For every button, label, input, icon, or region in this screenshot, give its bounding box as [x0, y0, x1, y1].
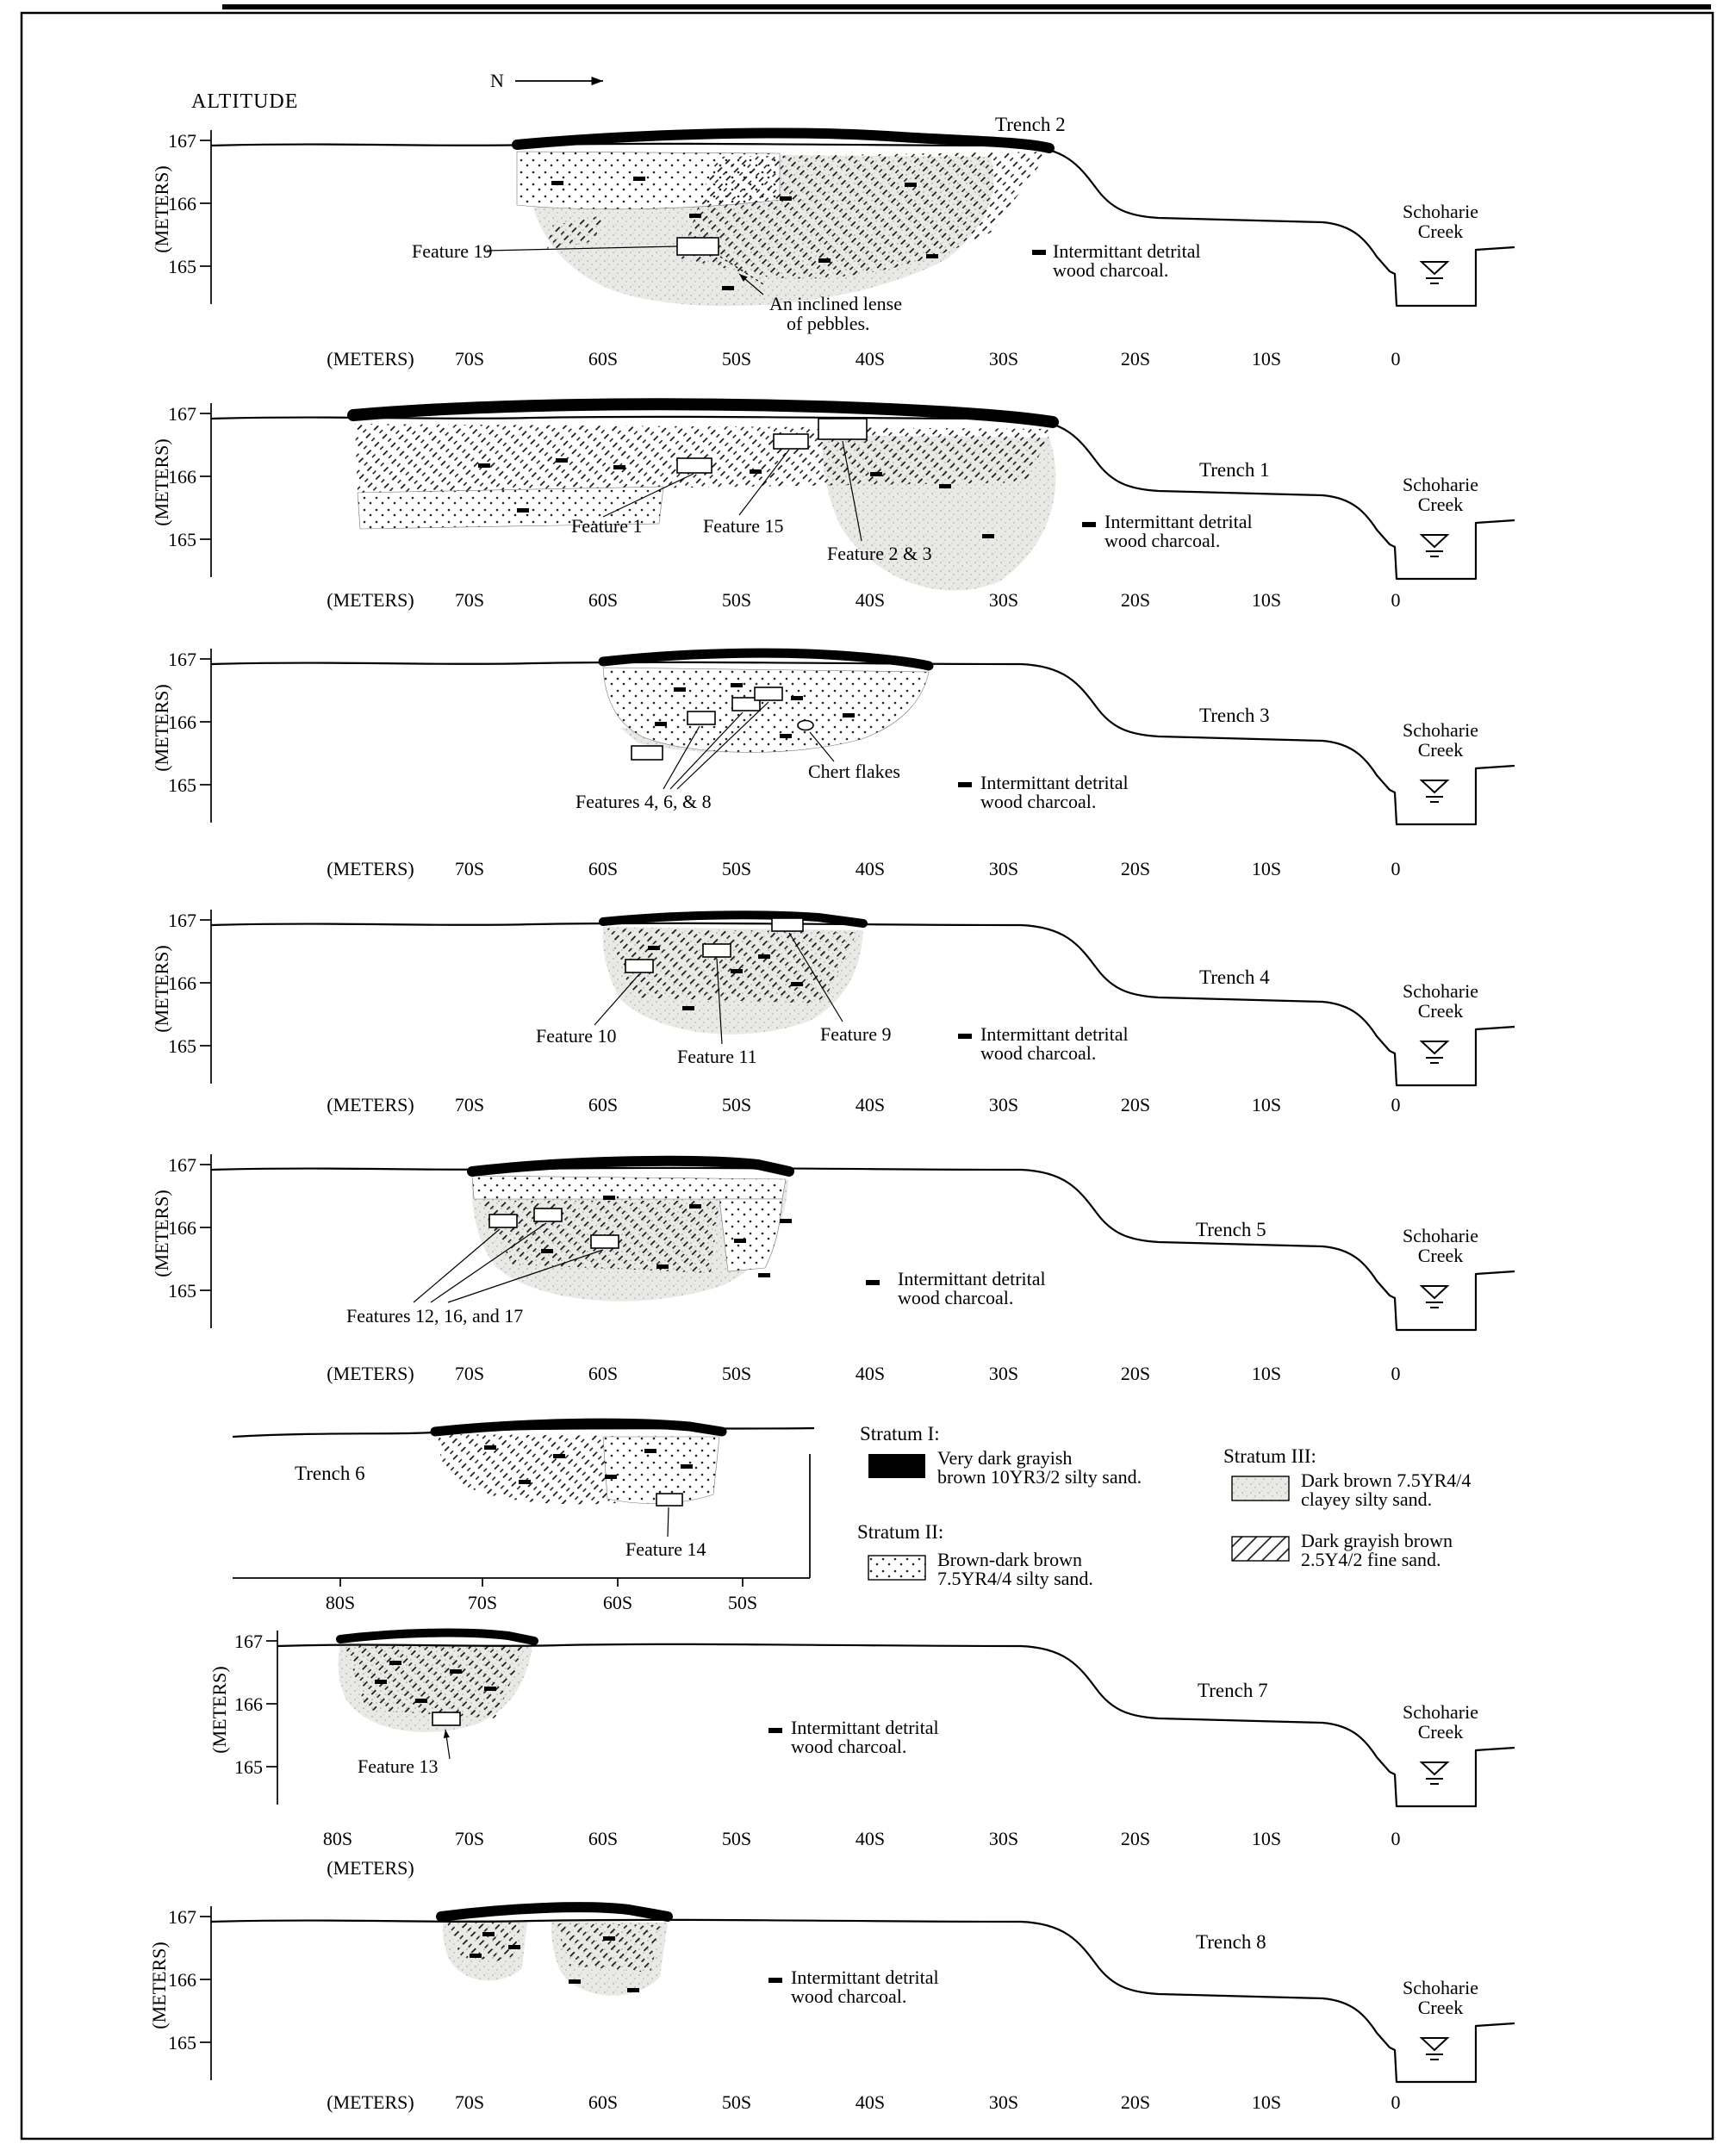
- panel-trench-1: [151, 403, 1515, 611]
- y-tick-label: 167: [168, 910, 196, 931]
- charcoal-key-line1: Intermittant detrital: [898, 1268, 1046, 1289]
- charcoal-key-line2: wood charcoal.: [898, 1287, 1014, 1308]
- panel-trench-4: [151, 910, 1515, 1115]
- feature-box: [489, 1215, 517, 1227]
- x-tick-label: 0: [1391, 1094, 1401, 1115]
- water-table-icon: [1422, 1286, 1447, 1308]
- y-tick-label: 167: [234, 1631, 263, 1652]
- feature-label: Features 4, 6, & 8: [576, 791, 712, 812]
- y-axis-units: (METERS): [208, 1666, 230, 1754]
- x-tick-label: 50S: [721, 589, 752, 611]
- legend-stratum2-title: Stratum II:: [857, 1521, 944, 1543]
- panel-trench-5: [151, 1154, 1515, 1384]
- creek-label-line2: Creek: [1417, 1997, 1464, 2018]
- x-tick-label: 20S: [1120, 1363, 1151, 1384]
- panel-trench-8: [148, 1906, 1515, 2113]
- y-tick-label: 166: [168, 193, 196, 214]
- panel-trench-2: [151, 70, 1515, 370]
- y-tick-label: 167: [168, 1906, 196, 1928]
- y-tick-label: 165: [168, 2032, 196, 2053]
- x-tick-label: 60S: [588, 1828, 619, 1849]
- x-axis-labels: [327, 1363, 1400, 1384]
- feature-label: Feature 9: [820, 1023, 892, 1045]
- x-tick-label: 60S: [602, 1592, 633, 1613]
- y-tick-label: 166: [168, 972, 196, 994]
- water-table-icon: [1422, 262, 1447, 283]
- y-tick-label: 167: [168, 403, 196, 425]
- ground-profile-line: [211, 923, 1515, 1085]
- leader-line: [414, 1229, 500, 1302]
- creek-label-line1: Schoharie: [1403, 201, 1478, 222]
- stratum2-dots-deposit: [719, 1199, 782, 1271]
- charcoal-key-line1: Intermittant detrital: [980, 1023, 1129, 1045]
- lense-label-line1: An inclined lense: [769, 293, 902, 314]
- y-axis-units: (METERS): [151, 945, 172, 1033]
- x-tick-label: 10S: [1251, 2091, 1282, 2113]
- x-tick-label: 80S: [322, 1828, 353, 1849]
- leader-line: [668, 1507, 669, 1537]
- y-axis-units: (METERS): [151, 684, 172, 772]
- legend-swatch-stratum3b: [1232, 1537, 1289, 1561]
- x-tick-label: 40S: [855, 348, 886, 370]
- feature-label: Feature 14: [625, 1538, 706, 1560]
- creek-label-line2: Creek: [1417, 494, 1464, 515]
- x-tick-label: 20S: [1120, 1094, 1151, 1115]
- y-tick-label: 167: [168, 130, 196, 152]
- x-tick-label: 50S: [721, 2091, 752, 2113]
- panel-trench-6: [233, 1423, 814, 1613]
- chert-flakes-mark: [798, 721, 813, 730]
- x-tick-label: 20S: [1120, 2091, 1151, 2113]
- x-tick-label: 40S: [855, 858, 886, 879]
- annotation-arrow: [445, 1730, 450, 1759]
- water-table-icon: [1422, 2038, 1447, 2060]
- x-tick-label: 40S: [855, 1828, 886, 1849]
- trench-title: Trench 7: [1198, 1680, 1268, 1701]
- x-tick-label: 50S: [721, 348, 752, 370]
- x-tick-label: 20S: [1120, 589, 1151, 611]
- y-axis-units: (METERS): [151, 1190, 172, 1277]
- legend-stratum3a-desc2: clayey silty sand.: [1301, 1488, 1433, 1510]
- legend-stratum3b-desc1: Dark grayish brown: [1301, 1530, 1453, 1551]
- panel-trench-7: [208, 1631, 1515, 1879]
- charcoal-key-marker: [1082, 522, 1096, 527]
- trench-title: Trench 8: [1196, 1931, 1266, 1953]
- charcoal-key-marker: [1032, 250, 1046, 255]
- x-tick-label: 40S: [855, 589, 886, 611]
- y-tick-label: 166: [168, 1217, 196, 1239]
- water-table-icon: [1422, 535, 1447, 556]
- y-tick-label: 165: [168, 774, 196, 796]
- x-tick-label: 70S: [454, 2091, 485, 2113]
- lense-label-line2: of pebbles.: [787, 313, 870, 334]
- charcoal-key-line2: wood charcoal.: [1104, 530, 1221, 551]
- legend-stratum2-desc2: 7.5YR4/4 silty sand.: [937, 1568, 1093, 1589]
- x-axis-units: (METERS): [327, 1363, 414, 1384]
- feature-box: [632, 746, 663, 760]
- creek-label-line2: Creek: [1417, 1000, 1464, 1022]
- charcoal-key-line1: Intermittant detrital: [1104, 511, 1253, 532]
- x-axis-units: (METERS): [327, 589, 414, 611]
- feature-label: Feature 1: [571, 515, 643, 537]
- charcoal-key-line2: wood charcoal.: [791, 1985, 907, 2007]
- x-tick-label: 40S: [855, 2091, 886, 2113]
- fine-sand-hatch-deposit: [345, 1644, 526, 1718]
- legend-stratum2-desc1: Brown-dark brown: [937, 1549, 1083, 1570]
- altitude-label: ALTITUDE: [191, 90, 299, 113]
- x-axis-units: (METERS): [327, 1094, 414, 1115]
- trench-title: Trench 2: [995, 114, 1066, 135]
- legend-swatch-stratum3a: [1232, 1476, 1289, 1501]
- feature-label: Feature 2 & 3: [827, 543, 932, 564]
- feature-box-2-3: [818, 419, 867, 439]
- x-tick-label: 70S: [454, 858, 485, 879]
- x-tick-label: 20S: [1120, 858, 1151, 879]
- feature-box-13: [432, 1712, 460, 1725]
- trench-title: Trench 5: [1196, 1219, 1266, 1240]
- charcoal-key-marker: [866, 1280, 880, 1285]
- x-tick-label: 30S: [988, 1094, 1019, 1115]
- feature-box-19: [677, 238, 719, 255]
- x-tick-label: 50S: [721, 1363, 752, 1384]
- charcoal-key-line2: wood charcoal.: [1053, 259, 1169, 281]
- x-tick-label: 10S: [1251, 1828, 1282, 1849]
- legend: [857, 1423, 1471, 1589]
- fine-sand-hatch-deposit: [681, 152, 1049, 278]
- y-tick-label: 165: [168, 1035, 196, 1057]
- x-tick-label: 70S: [454, 1363, 485, 1384]
- x-tick-label: 50S: [721, 1094, 752, 1115]
- y-axis-units: (METERS): [151, 438, 172, 526]
- trench-title: Trench 3: [1199, 705, 1270, 726]
- creek-label-line1: Schoharie: [1403, 719, 1478, 741]
- y-tick-label: 165: [234, 1756, 263, 1778]
- legend-stratum3a-desc1: Dark brown 7.5YR4/4: [1301, 1469, 1472, 1491]
- north-label: N: [490, 70, 504, 91]
- x-tick-label: 10S: [1251, 1363, 1282, 1384]
- trench-title: Trench 6: [295, 1463, 365, 1484]
- x-tick-label: 0: [1391, 1828, 1401, 1849]
- x-tick-label: 10S: [1251, 589, 1282, 611]
- x-tick-label: 10S: [1251, 1094, 1282, 1115]
- legend-stratum3-title: Stratum III:: [1223, 1445, 1316, 1467]
- x-tick-label: 20S: [1120, 348, 1151, 370]
- y-tick-label: 167: [168, 649, 196, 670]
- x-axis-units: (METERS): [327, 858, 414, 879]
- feature-box-15: [774, 434, 808, 449]
- stratum2-dots-deposit: [472, 1176, 786, 1199]
- feature-label: Feature 11: [677, 1046, 757, 1067]
- legend-stratum1-desc2: brown 10YR3/2 silty sand.: [937, 1466, 1142, 1488]
- y-tick-label: 166: [168, 466, 196, 488]
- chert-flakes-label: Chert flakes: [808, 761, 900, 782]
- creek-label-line2: Creek: [1417, 739, 1464, 761]
- feature-label: Features 12, 16, and 17: [346, 1305, 524, 1327]
- charcoal-key-line2: wood charcoal.: [980, 791, 1097, 812]
- x-tick-label: 50S: [721, 858, 752, 879]
- x-axis-labels: [326, 1592, 757, 1613]
- feature-label: Feature 19: [412, 240, 493, 262]
- water-table-icon: [1422, 1041, 1447, 1063]
- creek-label-line1: Schoharie: [1403, 1225, 1478, 1246]
- x-tick-label: 70S: [454, 589, 485, 611]
- feature-box-1: [677, 458, 712, 473]
- charcoal-key-marker: [958, 782, 972, 787]
- charcoal-key-line1: Intermittant detrital: [791, 1717, 939, 1738]
- charcoal-key-marker: [958, 1034, 972, 1039]
- feature-label: Feature 13: [358, 1755, 439, 1777]
- creek-label-line2: Creek: [1417, 221, 1464, 242]
- y-tick-label: 166: [234, 1693, 263, 1715]
- x-axis-units: (METERS): [327, 2091, 414, 2113]
- stratum1-black-cap: [441, 1907, 668, 1917]
- x-tick-label: 0: [1391, 348, 1401, 370]
- x-tick-label: 70S: [467, 1592, 498, 1613]
- x-tick-label: 50S: [721, 1828, 752, 1849]
- y-axis-units: (METERS): [148, 1942, 170, 2029]
- feature-box: [688, 711, 715, 724]
- x-axis-units: (METERS): [327, 348, 414, 370]
- x-tick-label: 0: [1391, 1363, 1401, 1384]
- charcoal-key-line1: Intermittant detrital: [1053, 240, 1201, 262]
- water-table-icon: [1422, 1762, 1447, 1784]
- x-tick-label: 60S: [588, 1094, 619, 1115]
- x-tick-label: 40S: [855, 1363, 886, 1384]
- feature-box-9: [772, 918, 803, 931]
- legend-swatch-stratum2: [868, 1556, 925, 1580]
- x-tick-label: 0: [1391, 2091, 1401, 2113]
- x-tick-label: 60S: [588, 2091, 619, 2113]
- x-tick-label: 30S: [988, 589, 1019, 611]
- stratum1-black-cap: [353, 404, 1053, 422]
- creek-label-line1: Schoharie: [1403, 474, 1478, 495]
- charcoal-key-line1: Intermittant detrital: [791, 1966, 939, 1988]
- x-tick-label: 70S: [454, 1094, 485, 1115]
- feature-label: Feature 15: [703, 515, 784, 537]
- feature-box-14: [656, 1494, 682, 1506]
- panel-trench-3: [151, 649, 1515, 879]
- x-tick-label: 10S: [1251, 858, 1282, 879]
- y-tick-label: 166: [168, 711, 196, 733]
- fine-sand-hatch-deposit: [556, 1923, 662, 1973]
- x-tick-label: 10S: [1251, 348, 1282, 370]
- y-tick-label: 166: [168, 1969, 196, 1991]
- x-tick-label: 30S: [988, 858, 1019, 879]
- x-tick-label: 30S: [988, 1363, 1019, 1384]
- x-tick-label: 70S: [454, 348, 485, 370]
- feature-box-11: [703, 944, 731, 957]
- x-tick-label: 60S: [588, 1363, 619, 1384]
- x-tick-label: 30S: [988, 1828, 1019, 1849]
- x-axis-labels: [327, 2091, 1400, 2113]
- creek-label-line1: Schoharie: [1403, 980, 1478, 1002]
- y-tick-label: 167: [168, 1154, 196, 1176]
- creek-label-line1: Schoharie: [1403, 1977, 1478, 1998]
- y-tick-label: 165: [168, 529, 196, 550]
- legend-stratum1-title: Stratum I:: [860, 1423, 940, 1445]
- x-axis-labels: [327, 1094, 1400, 1115]
- feature-box: [534, 1208, 562, 1221]
- x-tick-label: 60S: [588, 858, 619, 879]
- x-tick-label: 30S: [988, 348, 1019, 370]
- x-tick-label: 20S: [1120, 1828, 1151, 1849]
- legend-stratum1-desc1: Very dark grayish: [937, 1447, 1073, 1469]
- scan-edge-bar: [222, 4, 1711, 9]
- stratum1-black-cap: [603, 915, 863, 923]
- creek-label-line1: Schoharie: [1403, 1701, 1478, 1723]
- x-tick-label: 0: [1391, 858, 1401, 879]
- x-tick-label: 70S: [454, 1828, 485, 1849]
- creek-label-line2: Creek: [1417, 1245, 1464, 1266]
- x-axis-units: (METERS): [327, 1857, 414, 1879]
- charcoal-key-line2: wood charcoal.: [980, 1042, 1097, 1064]
- feature-box: [755, 687, 782, 700]
- x-tick-label: 50S: [727, 1592, 758, 1613]
- y-tick-label: 165: [168, 1280, 196, 1302]
- charcoal-key-line2: wood charcoal.: [791, 1736, 907, 1757]
- x-axis-labels: [327, 348, 1400, 370]
- x-tick-label: 60S: [588, 589, 619, 611]
- stratum2-dots-deposit: [603, 668, 929, 752]
- creek-label-line2: Creek: [1417, 1721, 1464, 1743]
- feature-label: Feature 10: [536, 1025, 617, 1047]
- water-table-icon: [1422, 780, 1447, 802]
- charcoal-key-line1: Intermittant detrital: [980, 772, 1129, 793]
- charcoal-key-marker: [768, 1978, 782, 1983]
- feature-box: [591, 1235, 619, 1248]
- x-tick-label: 80S: [325, 1592, 356, 1613]
- legend-stratum3b-desc2: 2.5Y4/2 fine sand.: [1301, 1549, 1441, 1570]
- x-axis-labels: [327, 589, 1400, 611]
- x-axis-labels: [323, 1828, 1401, 1879]
- x-axis-labels: [327, 858, 1400, 879]
- y-axis-units: (METERS): [151, 165, 172, 253]
- x-tick-label: 0: [1391, 589, 1401, 611]
- trench-title: Trench 4: [1199, 966, 1270, 988]
- legend-swatch-stratum1: [868, 1454, 925, 1478]
- x-tick-label: 30S: [988, 2091, 1019, 2113]
- stratum1-black-cap: [340, 1633, 534, 1641]
- trench-title: Trench 1: [1199, 459, 1270, 481]
- x-tick-label: 40S: [855, 1094, 886, 1115]
- y-tick-label: 165: [168, 256, 196, 277]
- feature-box-10: [625, 960, 653, 972]
- x-tick-label: 60S: [588, 348, 619, 370]
- charcoal-key-marker: [768, 1728, 782, 1733]
